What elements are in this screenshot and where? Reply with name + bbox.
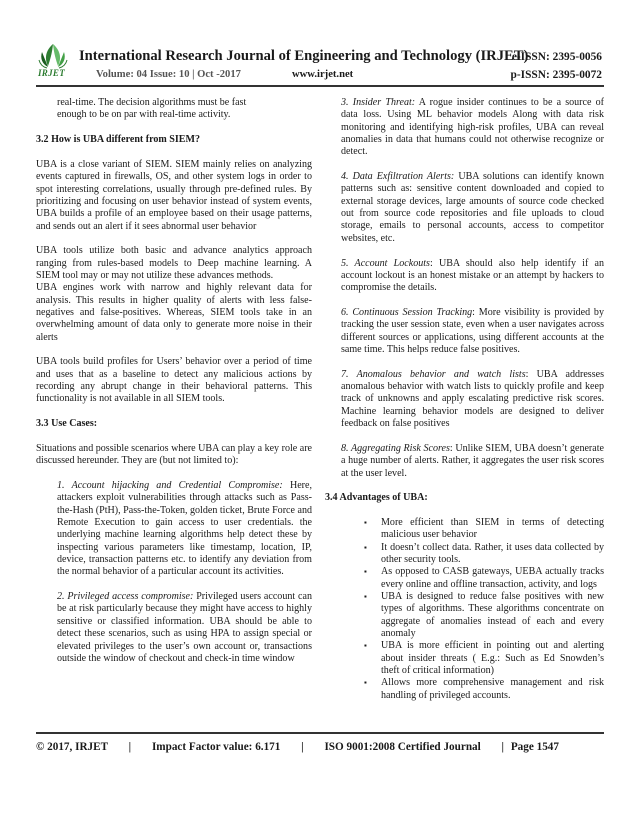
logo-text: IRJET — [38, 68, 66, 78]
square-bullet-icon: ▪ — [364, 678, 367, 688]
list-item-text: As opposed to CASB gateways, UEBA actually tracks every online and offline transaction, activity, and logs — [381, 566, 604, 590]
volume-issue: Volume: 04 Issue: 10 | Oct -2017 — [96, 69, 241, 80]
list-item-text: More efficient than SIEM in terms of detecting malicious user behavior — [381, 517, 604, 541]
copyright: © 2017, IRJET — [36, 741, 108, 753]
square-bullet-icon: ▪ — [364, 567, 367, 577]
paragraph: UBA tools utilize both basic and advance analytics approach ranging from rules-based models to Deep machine learning. A SIEM tool may or may not utilize these advances methods. — [36, 245, 312, 281]
use-case-title: 4. Data Exfiltration Alerts: — [341, 171, 455, 183]
use-case-title: 5. Account Lockouts — [341, 257, 430, 269]
iso-certification: ISO 9001:2008 Certified Journal — [324, 741, 481, 753]
use-case-title: 2. Privileged access compromise: — [57, 591, 194, 603]
list-item-text: It doesn’t collect data. Rather, it uses data collected by other security tools. — [381, 541, 604, 566]
footer-separator: | — [501, 741, 505, 753]
use-case-title: 1. Account hijacking and Credential Compromise: — [57, 479, 283, 491]
use-case-item — [341, 369, 604, 431]
list-item — [364, 517, 604, 542]
list-item — [364, 541, 604, 567]
paragraph: UBA engines work with narrow and highly relevant data for analysis. This results in higher quality of alerts with less false-negatives and false-positives. Whereas, SIEM tools take in an overwhelming amount of data only to generate more noise in their alerts — [36, 282, 312, 343]
use-case-item — [36, 480, 312, 579]
list-item — [364, 591, 604, 640]
square-bullet-icon: ▪ — [364, 542, 367, 552]
paragraph: Situations and possible scenarios where UBA can play a key role are discussed hereunder. They are (but not limited to): — [36, 442, 312, 467]
use-case-body: : More visibility is provided by tracking the user session state, even when a user navigates across different sources or applications, using different accounts at the same time. This helps reduce false positives. — [341, 306, 604, 356]
header-rule — [36, 85, 604, 87]
leaf-emblem-icon — [36, 42, 70, 70]
use-case-item — [341, 307, 604, 356]
impact-factor: Impact Factor value: 6.171 — [151, 741, 281, 753]
use-case-item — [341, 258, 604, 295]
footer-rule — [36, 732, 604, 734]
use-case-item — [341, 171, 604, 245]
section-heading: 3.3 Use Cases: — [36, 418, 98, 430]
advantages-list — [341, 517, 604, 702]
use-case-body: UBA solutions can identify known patterns such as: sensitive content downloaded and copied to external storage devices, large amounts of source code checked out from source code repositories and file uploads to cloud storage, emails to personal accounts, access to competitor websites, etc. — [341, 171, 604, 244]
use-case-body: Privileged users account can be at risk particularly because they might have access to highly sensitive or classified information. UBA should be able to detect these scenarios, such as using HPA to assign special or elevated privileges to the user’s own account or, transactions outside the window of checkout and check-in time window — [57, 591, 312, 664]
use-case-body: : Unlike SIEM, UBA doesn’t generate a huge number of alerts. Rather, it aggregates the user risk scores at the user level. — [341, 442, 604, 479]
use-case-title: 3. Insider Threat: — [341, 97, 416, 108]
use-case-body: : UBA addresses anomalous behavior with watch lists to quickly profile and keep track of unknowns and apply escalating predictive risk scores. Machine learning behavior models are designed to deliver feedback on false positives — [341, 368, 604, 430]
text-line: enough to be on par with real-time activity. — [57, 109, 231, 121]
footer-separator: | — [301, 741, 304, 753]
use-case-body: A rogue insider continues to be a source of data loss. Using ML behavior models Along with data risk monitoring and identifying high-risk profiles, UBA can reveal anomalies in data that humans could not otherwise recognize or detect. — [341, 97, 604, 158]
use-case-item — [341, 443, 604, 480]
use-case-title: 7. Anomalous behavior and watch lists — [341, 368, 526, 380]
square-bullet-icon: ▪ — [364, 641, 367, 651]
p-issn: p-ISSN: 2395-0072 — [510, 69, 602, 81]
right-column — [325, 97, 604, 702]
journal-title: International Research Journal of Engineering and Technology (IRJET) — [79, 48, 529, 64]
left-column — [36, 97, 312, 665]
e-issn: e-ISSN: 2395-0056 — [511, 51, 602, 63]
paragraph: UBA is a close variant of SIEM. SIEM mainly relies on analyzing events captured in firewalls, OS, and other system logs in order to spot interesting correlations, usually through pre-defined rules. By prioritizing and focusing on user behavior instead of system events, UBA builds a profile of an employee based on their usage patterns, and sends out an alert if it sees abnormal user behavior — [36, 158, 312, 232]
use-case-body: Here, attackers exploit vulnerabilities through attacks such as Pass-the-Hash (PtH), Pass-the-Token, golden ticket, Brute Force and Remote Execution to gain access to user credentials. the underlying machine learning algorithms help detect these by inspecting various parameters like timestamp, location, IP, device, transaction patterns etc. to identify any deviation from the normal behavior of a particular account its activities. — [57, 479, 312, 578]
paragraph: UBA tools build profiles for Users’ behavior over a period of time and uses that as a baseline to detect any malicious actions by recording any abrupt change in their behavioral patterns. This functionality is not available in all SIEM tools. — [36, 356, 312, 405]
square-bullet-icon: ▪ — [364, 592, 367, 602]
list-item — [364, 677, 604, 702]
text-line: real-time. The decision algorithms must be fast — [57, 97, 247, 108]
list-item — [364, 566, 604, 591]
list-item-text: UBA is more efficient in pointing out and alerting about insider threats ( E.g.: Such as Ed Snowden’s theft of critical information) — [381, 640, 604, 677]
list-item-text: UBA is designed to reduce false positives with new types of algorithms. These algorithms concentrate on aggregate of anomalies instead of each and every anomaly — [381, 591, 604, 640]
journal-header — [36, 46, 604, 82]
paragraph — [36, 97, 312, 122]
use-case-title: 6. Continuous Session Tracking — [341, 306, 473, 318]
use-case-body: : UBA should also help identify if an account lockout is an honest mistake or an attempt by hackers to compromise the details. — [341, 257, 604, 294]
irjet-logo — [36, 42, 70, 82]
list-item — [364, 640, 604, 677]
journal-website[interactable]: www.irjet.net — [292, 69, 354, 80]
footer-separator: | — [128, 741, 132, 753]
list-item-text: Allows more comprehensive management and risk handling of privileged accounts. — [381, 677, 604, 701]
section-heading: 3.2 How is UBA different from SIEM? — [36, 134, 201, 146]
square-bullet-icon: ▪ — [364, 518, 367, 528]
use-case-item — [36, 591, 312, 665]
use-case-item — [341, 97, 604, 159]
page-number: Page 1547 — [510, 741, 559, 753]
page-footer — [36, 741, 559, 753]
use-case-title: 8. Aggregating Risk Scores — [341, 442, 450, 454]
section-heading: 3.4 Advantages of UBA: — [325, 492, 428, 504]
